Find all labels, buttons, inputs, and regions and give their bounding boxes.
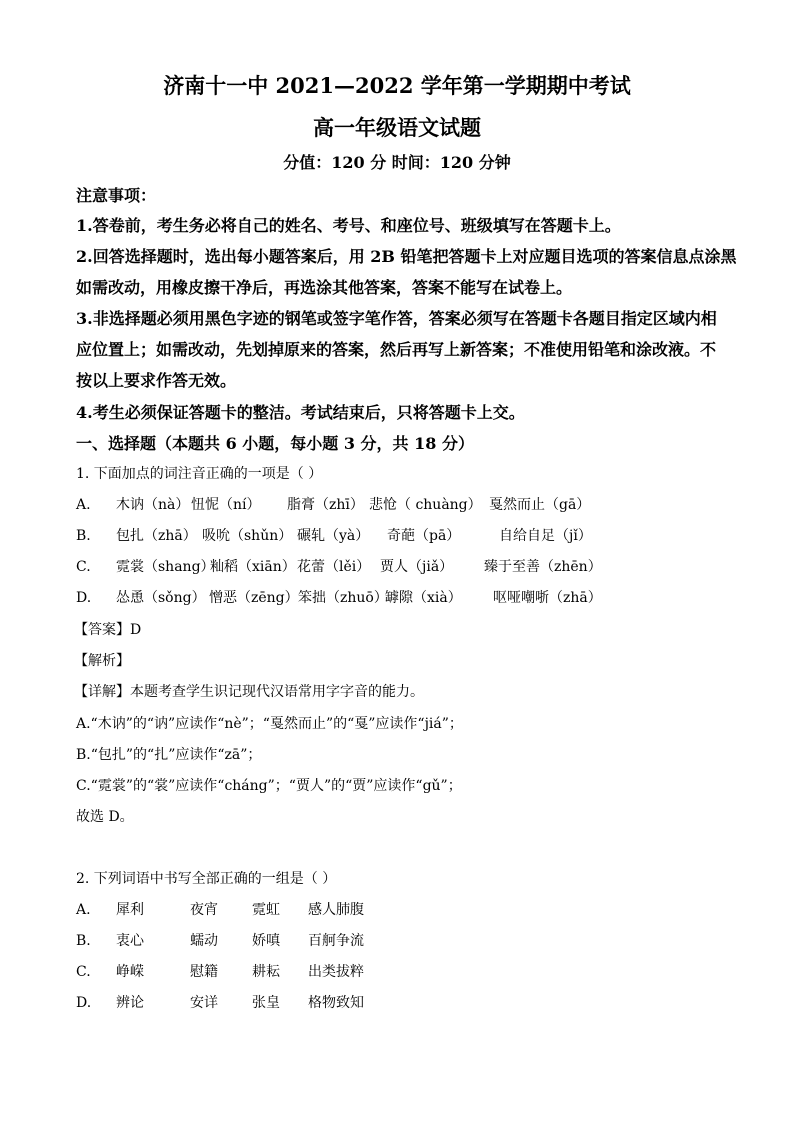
option-word: 安详	[190, 995, 218, 1011]
option-word: 包扎（zhā）	[116, 528, 197, 544]
note-line: 3.非选择题必须用黑色字迹的钢笔或签字笔作答，答案必须写在答题卡各题目指定区域内相	[76, 309, 717, 328]
q1-analysis-line: B.“包扎”的“扎”应读作“zā”；	[76, 747, 262, 763]
option-label: A.	[76, 497, 91, 513]
note-line: 按以上要求作答无效。	[76, 371, 237, 390]
q1-detail: 【详解】本题考查学生识记现代汉语常用字字音的能力。	[74, 684, 424, 700]
option-label: D.	[76, 590, 92, 606]
option-word: 自给自足（jǐ）	[499, 528, 592, 544]
option-word: 衷心	[116, 933, 144, 949]
option-word: 慰籍	[190, 964, 218, 980]
option-word: 臻于至善（zhēn）	[484, 559, 602, 575]
q1-analysis-line: A.“木讷”的“讷”应读作“nè”；“戛然而止”的“戛”应读作“jiá”；	[76, 716, 463, 732]
option-word: 格物致知	[308, 995, 364, 1011]
option-word: 笨拙（zhuō）	[298, 590, 388, 606]
note-line: 如需改动，用橡皮擦干净后，再选涂其他答案，答案不能写在试卷上。	[76, 278, 573, 297]
q1-option-c	[76, 556, 602, 576]
exam-meta: 分值：120 分 时间：120 分钟	[283, 153, 511, 172]
q2-option-b	[76, 930, 364, 950]
option-label: B.	[76, 528, 91, 544]
option-label: C.	[76, 964, 91, 980]
notes-heading: 注意事项：	[76, 186, 157, 205]
option-word: 碾轧（yà）	[297, 528, 370, 544]
option-word: 蠕动	[190, 933, 218, 949]
option-label: A.	[76, 902, 91, 918]
option-word: 娇嗔	[252, 933, 280, 949]
option-word: 出类拔粹	[308, 964, 364, 980]
q2-option-a	[76, 899, 364, 919]
q2-option-d	[76, 992, 364, 1012]
option-word: 忸怩（ní）	[191, 497, 261, 513]
option-word: 辨论	[116, 995, 144, 1011]
section-heading: 一、选择题（本题共 6 小题，每小题 3 分，共 18 分）	[76, 434, 474, 453]
option-word: 奇葩（pā）	[387, 528, 461, 544]
option-word: 百舸争流	[308, 933, 364, 949]
q1-option-d	[76, 587, 602, 607]
q1-analysis-line: 故选 D。	[76, 809, 134, 825]
note-line: 4.考生必须保证答题卡的整洁。考试结束后，只将答题卡上交。	[76, 403, 525, 422]
note-line: 2.回答选择题时，选出每小题答案后，用 2B 铅笔把答题卡上对应题目选项的答案信息点涂黑	[76, 247, 737, 266]
option-word: 花蕾（lěi）	[297, 559, 371, 575]
q2-stem: 2. 下列词语中书写全部正确的一组是（ ）	[76, 871, 337, 887]
option-word: 籼稻（xiān）	[210, 559, 296, 575]
option-word: 罅隙（xià）	[385, 590, 462, 606]
option-word: 戛然而止（gā）	[489, 497, 591, 513]
option-word: 犀利	[116, 902, 144, 918]
q2-option-c	[76, 961, 364, 981]
option-word: 张皇	[252, 995, 280, 1011]
option-word: 憎恶（zēng）	[209, 590, 299, 606]
option-label: D.	[76, 995, 92, 1011]
exam-subtitle: 高一年级语文试题	[313, 115, 481, 140]
option-word: 木讷（nà）	[116, 497, 190, 513]
option-word: 霓裳（shang）	[116, 559, 215, 575]
option-label: B.	[76, 933, 91, 949]
q1-analysis-line: C.“霓裳”的“裳”应读作“cháng”；“贾人”的“贾”应读作“gǔ”；	[76, 778, 462, 794]
option-word: 吸吮（shǔn）	[202, 528, 293, 544]
q1-option-a	[76, 494, 590, 514]
exam-title: 济南十一中 2021—2022 学年第一学期期中考试	[163, 73, 631, 98]
q1-option-b	[76, 525, 592, 545]
option-word: 脂膏（zhī）	[287, 497, 364, 513]
note-line: 1.答卷前，考生务必将自己的姓名、考号、和座位号、班级填写在答题卡上。	[76, 216, 621, 235]
option-word: 夜宵	[190, 902, 218, 918]
q1-stem: 1. 下面加点的词注音正确的一项是（ ）	[76, 466, 323, 482]
option-word: 怂恿（sǒng）	[116, 590, 206, 606]
option-word: 贾人（jiǎ）	[380, 559, 454, 575]
q1-answer: 【答案】D	[74, 622, 142, 638]
note-line: 应位置上；如需改动，先划掉原来的答案，然后再写上新答案；不准使用铅笔和涂改液。不	[76, 340, 717, 359]
option-word: 感人肺腹	[308, 902, 364, 918]
option-word: 耕耘	[252, 964, 280, 980]
option-label: C.	[76, 559, 91, 575]
option-word: 呕哑嘲哳（zhā）	[493, 590, 602, 606]
option-word: 霓虹	[252, 902, 280, 918]
option-word: 悲怆（ chuàng）	[369, 497, 482, 513]
option-word: 峥嵘	[116, 964, 144, 980]
q1-analysis-tag: 【解析】	[74, 653, 130, 669]
